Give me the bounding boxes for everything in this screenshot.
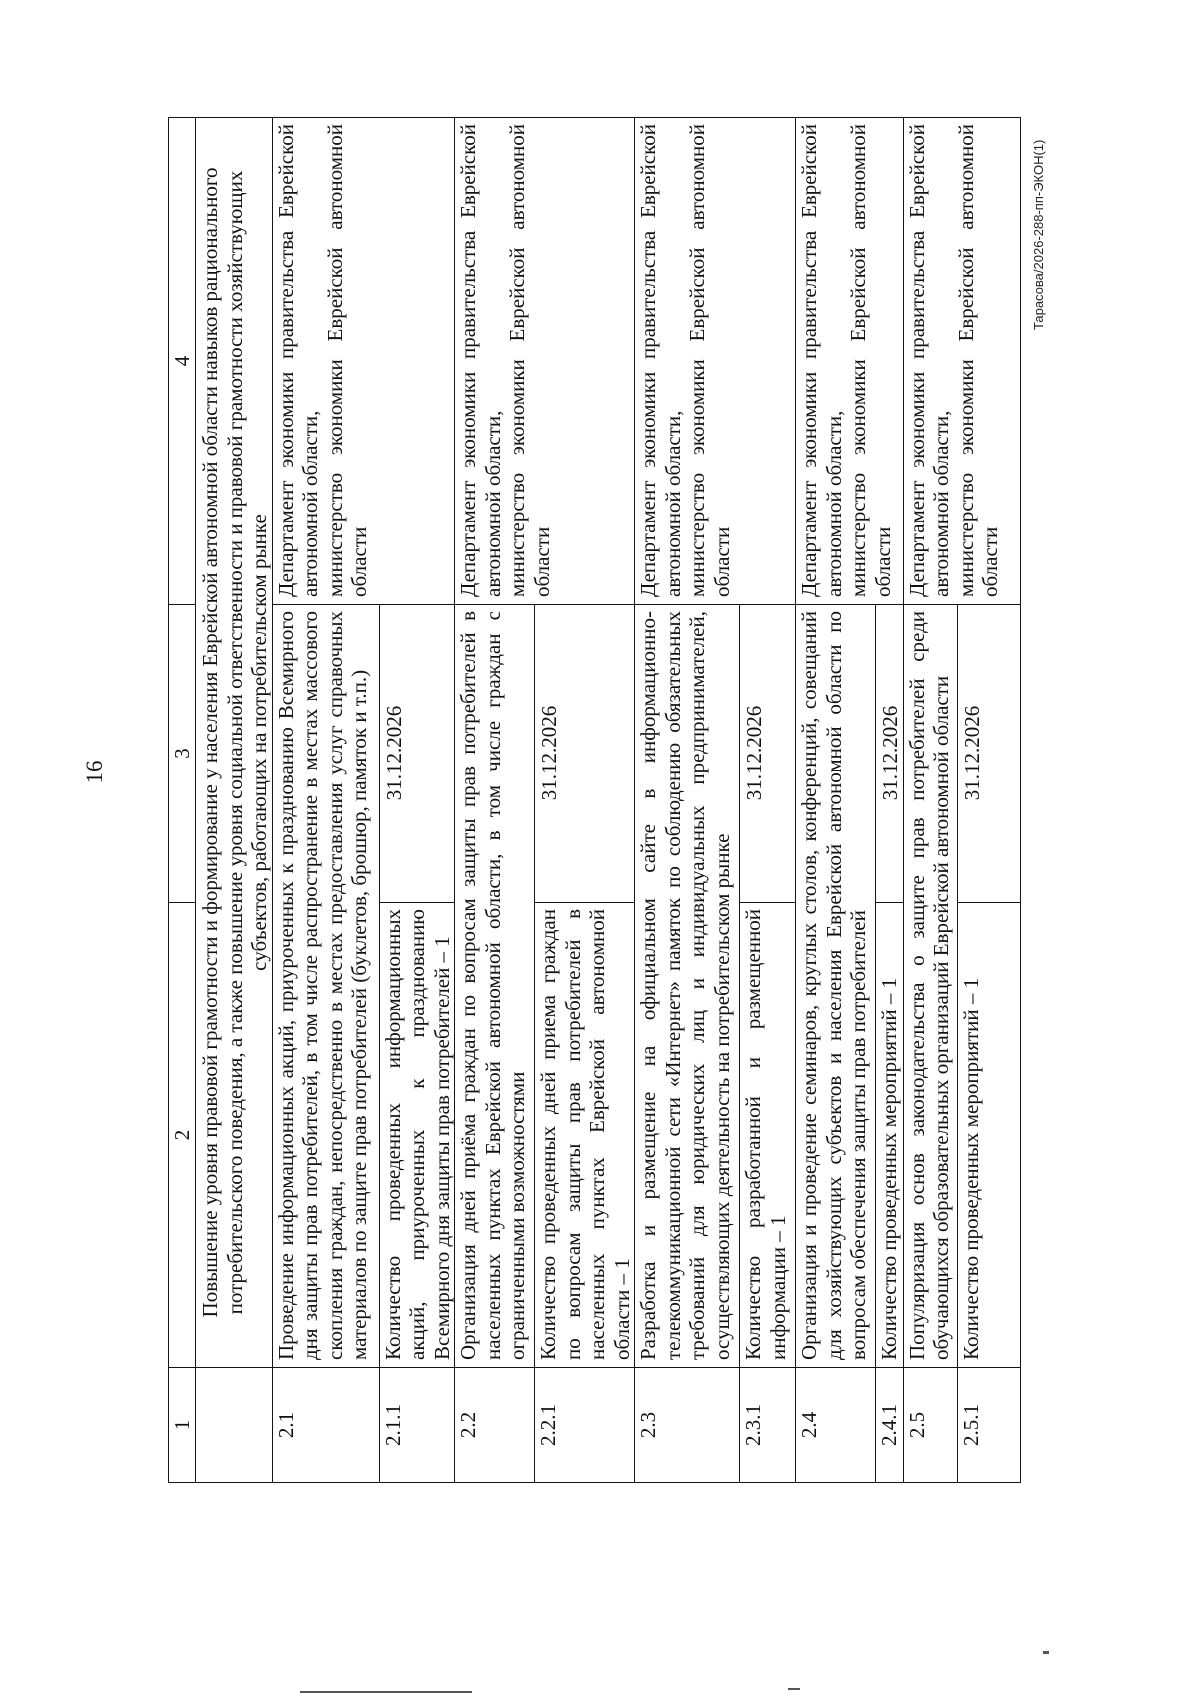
deadline-cell: 31.12.2026 — [876, 605, 904, 903]
responsible-department: Департамент экономики правительства Еврейской автономной области, — [904, 124, 953, 597]
responsible-ministry: министерство экономики Еврейской автономной области — [846, 124, 895, 597]
indicator-cell: Количество проведенных мероприятий – 1 — [957, 903, 1020, 1368]
deadline-cell: 31.12.2026 — [535, 605, 635, 903]
activity-cell: Проведение информационных акций, приуроченных к празднованию Всемирного дня защиты прав потребителей, в том числе распространение в местах массового скопления граждан, непосредственно в местах предоставления услуг справочных материалов по защите прав потребителей (буклетов, брошюр, памяток и т.п.) — [272, 605, 379, 1368]
indicator-number: 2.3.1 — [740, 1368, 796, 1483]
table-row — [455, 118, 535, 1483]
indicator-number: 2.5.1 — [957, 1368, 1020, 1483]
responsible-department: Департамент экономики правительства Еврейской автономной области, — [456, 124, 505, 597]
table-row — [903, 118, 957, 1483]
deadline-cell: 31.12.2026 — [379, 605, 455, 903]
section-title-row — [196, 118, 273, 1483]
responsible-ministry: министерство экономики Еврейской автономной области — [953, 124, 1002, 597]
responsible-department: Департамент экономики правительства Еврейской автономной области, — [273, 124, 322, 597]
column-number: 1 — [169, 1368, 196, 1483]
responsible-cell — [272, 118, 455, 605]
responsible-cell — [903, 118, 1020, 605]
responsible-cell — [455, 118, 635, 605]
activity-cell: Организация дней приёма граждан по вопросам защиты прав потребителей в населенных пунктах Еврейской автономной области, в том числе граждан с ограниченными возможностями — [455, 605, 535, 1368]
column-number: 3 — [169, 605, 196, 903]
plan-table — [168, 117, 1021, 1483]
indicator-cell: Количество разработанной и размещенной информации – 1 — [740, 903, 796, 1368]
document-code-footer: Тарасова/2026-288-пп-ЭКОН(1) — [1031, 139, 1046, 330]
indicator-cell: Количество проведенных информационных акций, приуроченных к празднованию Всемирного дня защиты прав потребителей – 1 — [379, 903, 455, 1368]
section-title: Повышение уровня правовой грамотности и формирование у населения Еврейской автономной области навыков рационального потребительского поведения, а также повышение уровня социальной ответственности и правовой грамотности хозяйствующих субъектов, работающих на потребительском рынке — [196, 118, 273, 1368]
column-number: 2 — [169, 903, 196, 1368]
empty-number-cell — [196, 1368, 273, 1483]
responsible-cell — [796, 118, 904, 605]
table-row — [272, 118, 379, 1483]
responsible-ministry: министерство экономики Еврейской автономной области — [505, 124, 554, 597]
deadline-cell: 31.12.2026 — [740, 605, 796, 903]
row-number: 2.2 — [455, 1368, 535, 1483]
responsible-department: Департамент экономики правительства Еврейской автономной области, — [797, 124, 846, 597]
responsible-ministry: министерство экономики Еврейской автономной области — [685, 124, 734, 597]
activity-cell: Разработка и размещение на официальном сайте в информационно-телекоммуникационной сети «Интернет» памяток по соблюдению обязательных требований для юридических лиц и индивидуальных предпринимателей, осуществляющих деятельность на потребительском рынке — [635, 605, 740, 1368]
responsible-cell — [635, 118, 796, 605]
responsible-department: Департамент экономики правительства Еврейской автономной области, — [636, 124, 685, 597]
row-number: 2.4 — [796, 1368, 876, 1483]
indicator-cell: Количество проведенных мероприятий – 1 — [876, 903, 904, 1368]
indicator-number: 2.2.1 — [535, 1368, 635, 1483]
column-number: 4 — [169, 118, 196, 605]
deadline-cell: 31.12.2026 — [957, 605, 1020, 903]
responsible-ministry: министерство экономики Еврейской автономной области — [322, 124, 371, 597]
row-number: 2.5 — [903, 1368, 957, 1483]
column-number-row — [169, 118, 196, 1483]
row-number: 2.1 — [272, 1368, 379, 1483]
indicator-cell: Количество проведенных дней приема граждан по вопросам защиты прав потребителей в населенных пунктах Еврейской автономной области – 1 — [535, 903, 635, 1368]
table-row — [635, 118, 740, 1483]
row-number: 2.3 — [635, 1368, 740, 1483]
activity-cell: Организация и проведение семинаров, круглых столов, конференций, совещаний для хозяйствующих субъектов и населения Еврейской автономной области по вопросам обеспечения защиты прав потребителей — [796, 605, 876, 1368]
indicator-number: 2.1.1 — [379, 1368, 455, 1483]
indicator-number: 2.4.1 — [876, 1368, 904, 1483]
table-row — [796, 118, 876, 1483]
activity-cell: Популяризация основ законодательства о защите прав потребителей среди обучающихся образовательных организаций Еврейской автономной области — [903, 605, 957, 1368]
page-number: 16 — [82, 760, 107, 784]
